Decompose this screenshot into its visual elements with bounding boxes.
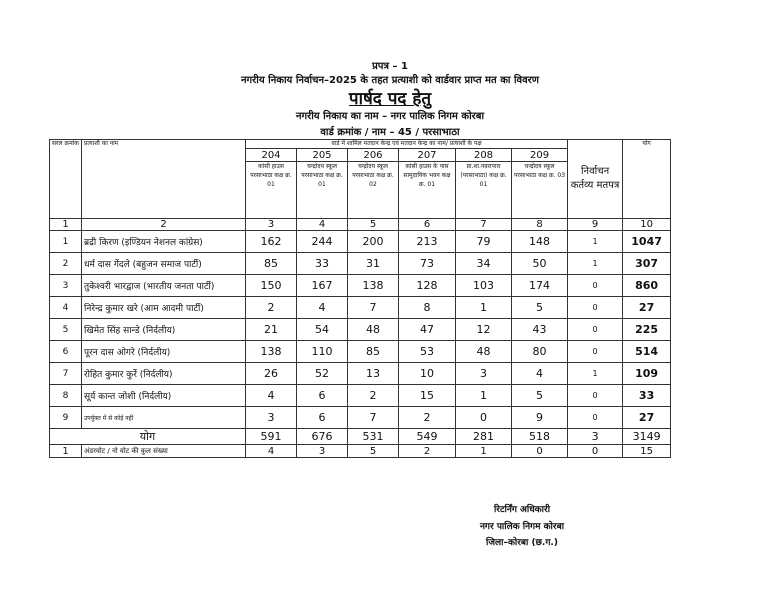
candidate-name: पूरन दास ओगरे (निर्दलीय) (82, 341, 246, 363)
booth-votes: 244 (297, 231, 348, 253)
serial-number: 1 (50, 445, 82, 458)
column-number: 7 (456, 219, 512, 231)
candidate-row (50, 341, 671, 363)
candidate-name: धर्म दास गेंदले (बहुजन समाज पार्टी) (82, 253, 246, 275)
serial-number: 2 (50, 253, 82, 275)
booth-votes: 34 (456, 253, 512, 275)
undervote-total: 15 (623, 445, 671, 458)
serial-header: सरल क्रमांक (50, 140, 82, 219)
postal-votes: 1 (568, 363, 623, 385)
column-number-row (50, 219, 671, 231)
column-number: 5 (348, 219, 399, 231)
undervote-row (50, 445, 671, 458)
postal-votes: 0 (568, 407, 623, 429)
candidate-header: प्रत्याशी का नाम (82, 140, 246, 219)
booth-votes: 8 (399, 297, 456, 319)
booth-votes: 4 (512, 363, 568, 385)
candidate-row (50, 319, 671, 341)
candidate-row (50, 385, 671, 407)
booth-votes: 7 (348, 407, 399, 429)
booth-votes: 6 (297, 407, 348, 429)
booth-votes: 2 (399, 407, 456, 429)
candidate-total: 225 (623, 319, 671, 341)
postal-votes: 0 (568, 297, 623, 319)
grand-total: 3149 (623, 429, 671, 445)
booth-undervote: 5 (348, 445, 399, 458)
booth-votes: 47 (399, 319, 456, 341)
candidate-row (50, 253, 671, 275)
booth-number: 205 (297, 149, 348, 162)
booth-votes: 138 (246, 341, 297, 363)
booth-undervote: 3 (297, 445, 348, 458)
booth-total: 676 (297, 429, 348, 445)
booth-votes: 21 (246, 319, 297, 341)
column-number: 4 (297, 219, 348, 231)
booth-votes: 162 (246, 231, 297, 253)
candidate-row (50, 275, 671, 297)
booth-votes: 128 (399, 275, 456, 297)
postal-votes: 1 (568, 231, 623, 253)
post-title: पार्षद पद हेतु (348, 89, 432, 109)
candidate-name: उपर्युक्त में से कोई नहीं (82, 407, 246, 429)
serial-number: 4 (50, 297, 82, 319)
booth-votes: 13 (348, 363, 399, 385)
booth-votes: 50 (512, 253, 568, 275)
booth-votes: 3 (456, 363, 512, 385)
report-title: नगरीय निकाय निर्वाचन–2025 के तहत प्रत्याशी को वार्डवार प्राप्त मत का विवरण (241, 75, 539, 86)
serial-number: 8 (50, 385, 82, 407)
booth-votes: 12 (456, 319, 512, 341)
booth-number: 208 (456, 149, 512, 162)
booth-votes: 167 (297, 275, 348, 297)
candidate-row (50, 231, 671, 253)
booth-location: प्रा.शा.नवरापारा (परसाभाठा) कक्ष क्र. 01 (456, 162, 512, 219)
booth-location: चन्द्रोदय स्कूल परसाभाठा कक्ष क्र. 03 (512, 162, 568, 219)
candidate-name: तुकेश्वरी भारद्वाज (भारतीय जनता पार्टी) (82, 275, 246, 297)
candidate-total: 27 (623, 297, 671, 319)
booth-number: 207 (399, 149, 456, 162)
booth-votes: 48 (348, 319, 399, 341)
booth-votes: 54 (297, 319, 348, 341)
booth-total: 518 (512, 429, 568, 445)
candidate-name: सूर्य कान्त जोशी (निर्दलीय) (82, 385, 246, 407)
booth-votes: 79 (456, 231, 512, 253)
candidate-total: 514 (623, 341, 671, 363)
total-label: योग (50, 429, 246, 445)
booth-location: कांसी हाउस परसाभाठा कक्ष क्र. 01 (246, 162, 297, 219)
booth-undervote: 4 (246, 445, 297, 458)
booth-location: चन्द्रोदय स्कूल परसाभाठा कक्ष क्र. 01 (297, 162, 348, 219)
candidate-row (50, 407, 671, 429)
candidate-total: 109 (623, 363, 671, 385)
postal-votes: 0 (568, 319, 623, 341)
undervote-label: अंडरवोट / नो वोट की कुल संख्या (82, 445, 246, 458)
booth-votes: 53 (399, 341, 456, 363)
booth-location: कांसी हाउस के पास सामुदायिक भवन कक्ष क्र. 01 (399, 162, 456, 219)
serial-number: 7 (50, 363, 82, 385)
booth-votes: 4 (297, 297, 348, 319)
booth-total: 281 (456, 429, 512, 445)
booth-votes: 6 (297, 385, 348, 407)
booth-votes: 0 (456, 407, 512, 429)
booth-group-header: वार्ड में शामिल मतदान केन्द्र एवं मतदान केन्द्र का नाम/ प्रत्याशी के पक्ष (246, 140, 568, 149)
booth-votes: 15 (399, 385, 456, 407)
candidate-total: 1047 (623, 231, 671, 253)
booth-votes: 174 (512, 275, 568, 297)
booth-votes: 150 (246, 275, 297, 297)
column-number: 2 (82, 219, 246, 231)
candidate-row (50, 363, 671, 385)
serial-number: 6 (50, 341, 82, 363)
booth-votes: 213 (399, 231, 456, 253)
column-number: 8 (512, 219, 568, 231)
postal-votes: 0 (568, 385, 623, 407)
booth-votes: 52 (297, 363, 348, 385)
serial-number: 9 (50, 407, 82, 429)
booth-votes: 110 (297, 341, 348, 363)
booth-votes: 2 (246, 297, 297, 319)
returning-officer-office: नगर पालिक निगम कोरबा (479, 522, 565, 532)
booth-votes: 33 (297, 253, 348, 275)
total-row (50, 429, 671, 445)
booth-votes: 138 (348, 275, 399, 297)
postal-undervote: 0 (568, 445, 623, 458)
candidate-total: 307 (623, 253, 671, 275)
booth-votes: 148 (512, 231, 568, 253)
column-number: 6 (399, 219, 456, 231)
booth-number: 206 (348, 149, 399, 162)
booth-total: 549 (399, 429, 456, 445)
booth-votes: 7 (348, 297, 399, 319)
booth-location: चन्द्रोदय स्कूल परसाभाठा कक्ष क्र. 02 (348, 162, 399, 219)
booth-number: 204 (246, 149, 297, 162)
returning-officer-district: जिला–कोरबा (छ.ग.) (486, 538, 558, 548)
postal-votes: 1 (568, 253, 623, 275)
booth-undervote: 0 (512, 445, 568, 458)
body-name: नगरीय निकाय का नाम – नगर पालिक निगम कोरबा (295, 111, 485, 122)
booth-votes: 85 (348, 341, 399, 363)
booth-votes: 200 (348, 231, 399, 253)
booth-votes: 85 (246, 253, 297, 275)
candidate-total: 860 (623, 275, 671, 297)
candidate-name: रोहित कुमार कुर्रे (निर्दलीय) (82, 363, 246, 385)
returning-officer-title: रिटर्निंग अधिकारी (493, 505, 551, 515)
candidate-name: निरेन्द्र कुमार खरे (आम आदमी पार्टी) (82, 297, 246, 319)
candidate-total: 27 (623, 407, 671, 429)
serial-number: 1 (50, 231, 82, 253)
column-number: 10 (623, 219, 671, 231)
column-number: 3 (246, 219, 297, 231)
booth-votes: 10 (399, 363, 456, 385)
booth-votes: 73 (399, 253, 456, 275)
booth-votes: 48 (456, 341, 512, 363)
column-number: 1 (50, 219, 82, 231)
candidate-name: ब्रद्री किरण (इण्डियन नेशनल कांग्रेस) (82, 231, 246, 253)
booth-undervote: 1 (456, 445, 512, 458)
booth-votes: 103 (456, 275, 512, 297)
booth-votes: 3 (246, 407, 297, 429)
booth-votes: 31 (348, 253, 399, 275)
candidate-name: खिमेत सिंह सान्डे (निर्दलीय) (82, 319, 246, 341)
postal-votes: 0 (568, 341, 623, 363)
serial-number: 3 (50, 275, 82, 297)
booth-votes: 9 (512, 407, 568, 429)
booth-votes: 2 (348, 385, 399, 407)
candidate-total: 33 (623, 385, 671, 407)
booth-total: 591 (246, 429, 297, 445)
booth-votes: 5 (512, 297, 568, 319)
booth-undervote: 2 (399, 445, 456, 458)
form-title: प्रपत्र – 1 (372, 61, 408, 72)
ward-name: वार्ड क्रमांक / नाम – 45 / परसाभाठा (320, 127, 460, 138)
results-table (49, 139, 671, 458)
serial-number: 5 (50, 319, 82, 341)
booth-total: 531 (348, 429, 399, 445)
postal-header: निर्वाचन कर्तव्य मतपत्र (568, 140, 623, 219)
booth-votes: 4 (246, 385, 297, 407)
candidate-row (50, 297, 671, 319)
booth-votes: 43 (512, 319, 568, 341)
booth-votes: 1 (456, 297, 512, 319)
booth-votes: 5 (512, 385, 568, 407)
column-number: 9 (568, 219, 623, 231)
total-header: योग (623, 140, 671, 219)
booth-votes: 1 (456, 385, 512, 407)
postal-total: 3 (568, 429, 623, 445)
postal-votes: 0 (568, 275, 623, 297)
booth-votes: 80 (512, 341, 568, 363)
booth-number: 209 (512, 149, 568, 162)
booth-votes: 26 (246, 363, 297, 385)
